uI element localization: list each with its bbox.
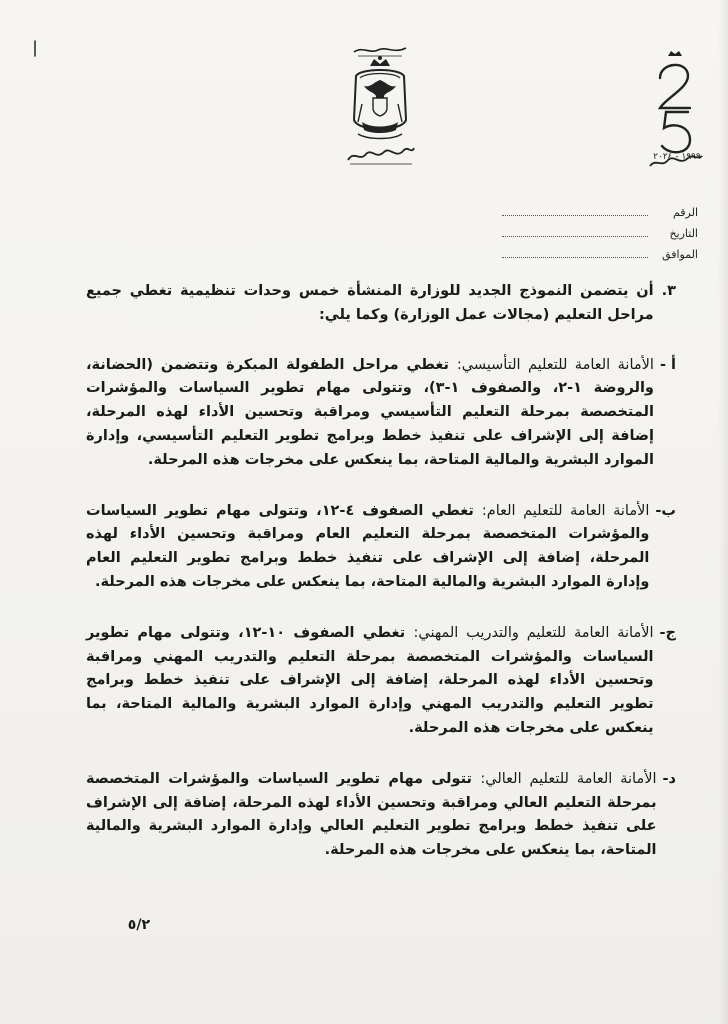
clause-text: تغطي الصفوف ٤-١٢، وتتولى مهام تطوير السياسات والمؤشرات المتخصصة بمرحلة التعليم العام ومراقبة وتحسين الأداء لهذه المرحلة، إضافة إلى الإشراف على تنفيذ خطط وبرامج تطوير التعليم العام وإدارة الموارد البشرية والمالية المتاحة، بما ينعكس على مخرجات هذه المرحلة. [86,502,650,590]
clause-text-block [86,768,657,863]
clause-b [86,500,676,595]
clause-c [86,622,676,741]
clause-mark: ب- [655,502,676,519]
clause-title: الأمانة العامة للتعليم العام: [481,502,650,519]
intro-paragraph [86,280,676,328]
anniversary-years: ١٩٩٩ - ٢٠٢٤ [653,152,701,162]
clause-mark: د- [662,770,676,787]
clause-mark: أ - [659,356,676,373]
clause-text-block [86,500,649,595]
intro-text: أن يتضمن النموذج الجديد للوزارة المنشأة خمس وحدات تنظيمية تغطي جميع مراحل التعليم (مجالات عمل الوزارة) وكما يلي: [86,283,654,323]
clause-title: الأمانة العامة للتعليم والتدريب المهني: [413,624,654,641]
ref-row-hijri [498,240,698,261]
clause-text: تتولى مهام تطوير السياسات والمؤشرات المتخصصة بمرحلة التعليم العالي ومراقبة وتحسين الأداء لهذه المرحلة، إضافة إلى الإشراف على تنفيذ خطط وبرامج تطوير التعليم العالي وإدارة الموارد البشرية والمالية المتاحة، بما ينعكس على مخرجات هذه المرحلة. [86,770,657,859]
clause-text: تغطي مراحل الطفولة المبكرة وتتضمن (الحضانة، والروضة ١-٢، والصفوف ١-٣)، وتتولى مهام تطوير السياسات والمؤشرات المتخصصة بمرحلة التعليم التأسيسي ومراقبة وتحسين الأداء لهذه المرحلة، إضافة إلى الإشراف على تنفيذ خطط وبرامج تطوير التعليم التأسيسي، وإدارة الموارد البشرية والمالية المتاحة، بما ينعكس على مخرجات هذه المرحلة. [86,356,654,468]
document-body [86,280,676,890]
clause-mark: ج- [659,624,676,641]
pen-mark-icon [32,40,38,58]
clause-d [86,768,676,863]
ref-row-date [498,219,698,240]
royal-crest [340,42,420,172]
ref-value-line [502,257,648,258]
clause-text: تغطي الصفوف ١٠-١٢، وتتولى مهام تطوير السياسات والمؤشرات المتخصصة بمرحلة التعليم والتدريب المهني ومراقبة وتحسين الأداء لهذه المرحلة، إضافة إلى الإشراف على تنفيذ خطط وبرامج تطوير التعليم والتدريب المهني وإدارة الموارد البشرية والمالية المتاحة، بما ينعكس على مخرجات هذه المرحلة. [86,624,654,736]
clause-text-block [86,622,654,741]
page-number: ٥/٢ [127,917,150,933]
ref-value-line [502,236,648,237]
clause-title: الأمانة العامة للتعليم التأسيسي: [456,356,654,373]
ref-row-number [498,198,698,219]
intro-number: ٣. [661,283,676,299]
coat-of-arms-icon [340,42,420,172]
ref-label: الموافق [662,248,698,261]
reference-fields [498,198,698,261]
clause-a [86,354,676,473]
ref-label: التاريخ [669,227,698,240]
ref-value-line [502,215,648,216]
clause-title: الأمانة العامة للتعليم العالي: [480,770,657,787]
clause-text-block [86,354,654,473]
ref-label: الرقم [672,206,698,219]
